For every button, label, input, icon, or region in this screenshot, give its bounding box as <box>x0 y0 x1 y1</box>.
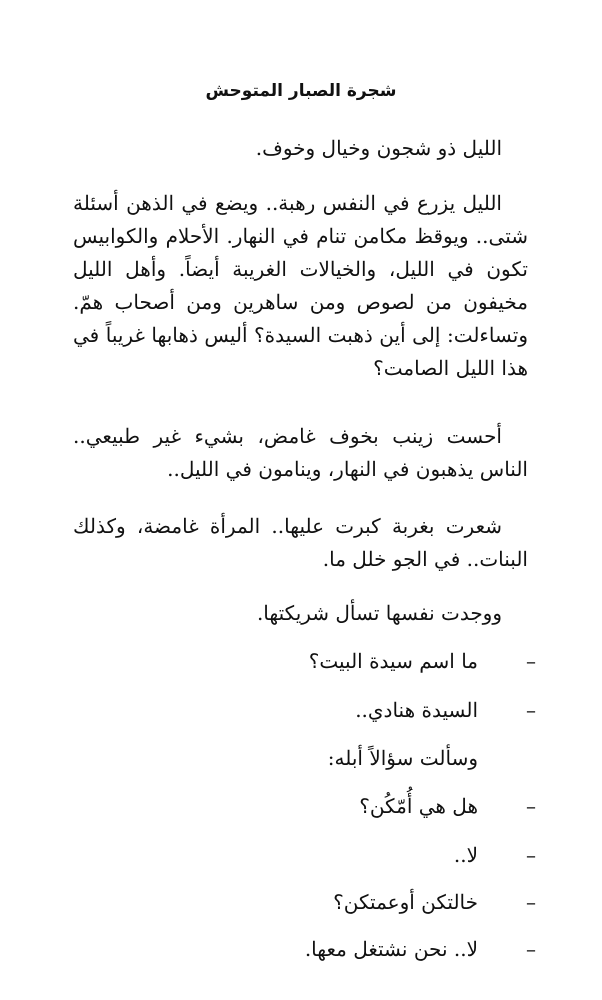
paragraph-2: الليل يزرع في النفس رهبة.. ويضع في الذهن أسئلة شتى.. ويوقظ مكامن تنام في النهار. الأحلام والكوابيس تكون في الليل، والخيالات الغريبة أيضاً. وأهل الليل مخيفون من لصوص ومن ساهرين ومن أصحاب همّ. وتساءلت: إلى أين ذهبت السيدة؟ أليس ذهابها غريباً في هذا الليل الصامت؟ <box>73 191 528 380</box>
dialogue-line-2 <box>66 695 536 725</box>
dialogue-line-5 <box>66 887 536 917</box>
dialogue-line-1 <box>66 646 536 676</box>
paragraph-1: الليل ذو شجون وخيال وخوف. <box>255 136 502 160</box>
dialogue-text: وسألت سؤالاً أبله: <box>327 746 478 770</box>
paragraph-3: أحست زينب بخوف غامض، بشيء غير طبيعي.. الناس يذهبون في النهار، وينامون في الليل.. <box>73 424 528 481</box>
paragraph-5: ووجدت نفسها تسأل شريكتها. <box>256 601 502 625</box>
dialogue-dash: – <box>526 794 536 818</box>
chapter-title: شجرة الصبار المتوحش <box>205 81 397 101</box>
dialogue-text: ما اسم سيدة البيت؟ <box>308 649 478 673</box>
dialogue-text: السيدة هنادي.. <box>355 698 478 722</box>
dialogue-text: لا.. نحن نشتغل معها. <box>304 937 478 961</box>
dialogue-dash: – <box>526 649 536 673</box>
dialogue-text: لا.. <box>453 843 478 867</box>
dialogue-text: خالتكن أوعمتكن؟ <box>333 890 478 914</box>
dialogue-dash: – <box>526 698 536 722</box>
dialogue-text: هل هي أُمّكُن؟ <box>359 794 478 818</box>
dialogue-dash: – <box>526 843 536 867</box>
dialogue-dash: – <box>526 937 536 961</box>
narration-line <box>66 743 536 773</box>
dialogue-line-4 <box>66 840 536 870</box>
dialogue-line-3 <box>66 791 536 821</box>
dialogue-dash: – <box>526 890 536 914</box>
paragraph-4: شعرت بغربة كبرت عليها.. المرأة غامضة، وكذلك البنات.. في الجو خلل ما. <box>73 514 528 571</box>
dialogue-line-6 <box>66 934 536 964</box>
